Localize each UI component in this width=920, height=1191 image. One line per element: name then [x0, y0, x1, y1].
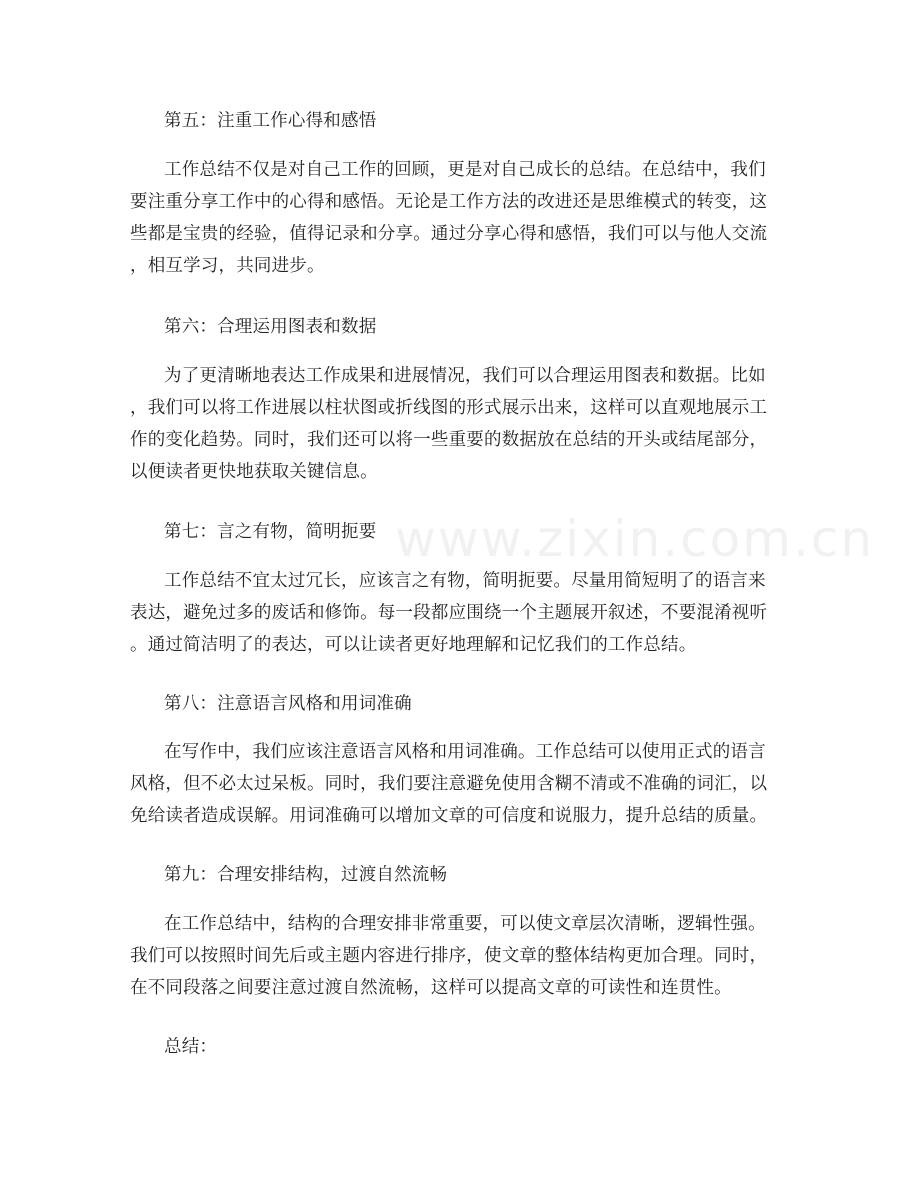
paragraph-line: 在不同段落之间要注意过渡自然流畅，这样可以提高文章的可读性和连贯性。 — [130, 978, 732, 998]
paragraph-line: ，我们可以将工作进展以柱状图或折线图的形式展示出来，这样可以直观地展示工 — [130, 398, 768, 418]
section-heading-7: 第七：言之有物，简明扼要 — [164, 522, 377, 542]
section-heading-5: 第五：注重工作心得和感悟 — [164, 111, 377, 131]
paragraph-line: 工作总结不宜太过冗长，应该言之有物，简明扼要。尽量用简短明了的语言来 — [164, 571, 766, 591]
section-paragraph-9 — [130, 908, 790, 1004]
paragraph-line: 为了更清晰地表达工作成果和进展情况，我们可以合理运用图表和数据。比如 — [164, 366, 766, 386]
section-heading-9: 第九：合理安排结构，过渡自然流畅 — [164, 865, 448, 885]
summary-heading: 总结： — [164, 1037, 218, 1057]
paragraph-line: 风格，但不必太过呆板。同时，我们要注意避免使用含糊不清或不准确的词汇，以 — [130, 774, 768, 794]
section-paragraph-6 — [130, 360, 790, 488]
watermark: www.zixin.com.cn — [395, 510, 875, 568]
paragraph-line: 我们可以按照时间先后或主题内容进行排序，使文章的整体结构更加合理。同时， — [130, 946, 768, 966]
paragraph-line: 些都是宝贵的经验，值得记录和分享。通过分享心得和感悟，我们可以与他人交流 — [130, 224, 768, 244]
paragraph-line: 在写作中，我们应该注意语言风格和用词准确。工作总结可以使用正式的语言 — [164, 742, 766, 762]
paragraph-line: 作的变化趋势。同时，我们还可以将一些重要的数据放在总结的开头或结尾部分， — [130, 430, 768, 450]
section-paragraph-5 — [130, 154, 790, 282]
paragraph-line: 以便读者更快地获取关键信息。 — [130, 462, 378, 482]
paragraph-line: ，相互学习，共同进步。 — [130, 256, 325, 276]
paragraph-line: 免给读者造成误解。用词准确可以增加文章的可信度和说服力，提升总结的质量。 — [130, 806, 768, 826]
section-paragraph-7 — [130, 565, 790, 661]
section-heading-6: 第六：合理运用图表和数据 — [164, 317, 377, 337]
section-paragraph-8 — [130, 736, 790, 832]
paragraph-line: 。通过简洁明了的表达，可以让读者更好地理解和记忆我们的工作总结。 — [130, 635, 697, 655]
paragraph-line: 要注重分享工作中的心得和感悟。无论是工作方法的改进还是思维模式的转变，这 — [130, 192, 768, 212]
paragraph-line: 在工作总结中，结构的合理安排非常重要，可以使文章层次清晰，逻辑性强。 — [164, 914, 766, 934]
paragraph-line: 表达，避免过多的废话和修饰。每一段都应围绕一个主题展开叙述，不要混淆视听 — [130, 603, 768, 623]
paragraph-line: 工作总结不仅是对自己工作的回顾，更是对自己成长的总结。在总结中，我们 — [164, 160, 766, 180]
section-heading-8: 第八：注意语言风格和用词准确 — [164, 694, 412, 714]
